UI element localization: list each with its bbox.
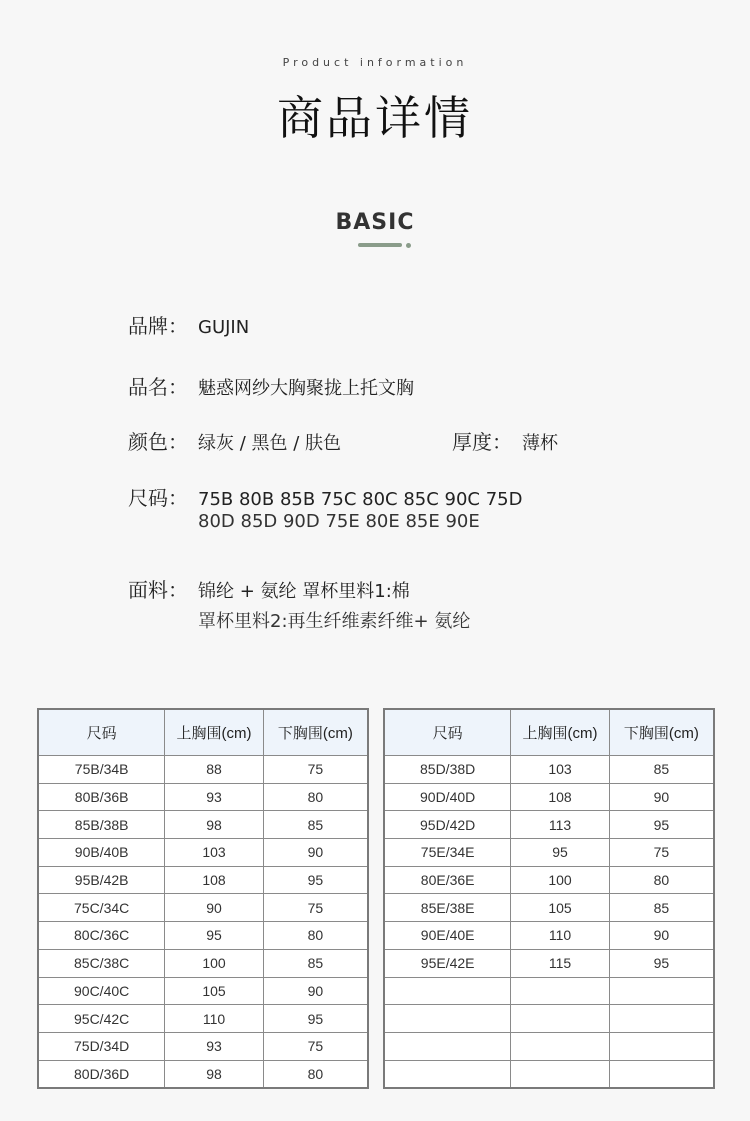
table-header-row: [38, 709, 368, 756]
under-bust-cell: 75: [263, 894, 368, 922]
under-bust-cell: 85: [609, 756, 714, 784]
under-bust-cell: 80: [263, 922, 368, 950]
size-row: [128, 486, 522, 512]
table-row: [384, 894, 714, 922]
upper-bust-cell: 113: [511, 811, 609, 839]
under-bust-cell: 85: [609, 894, 714, 922]
table-row: [38, 811, 368, 839]
table-row: [38, 1060, 368, 1088]
fabric-label: 面料：: [128, 578, 188, 602]
size-cell: 75C/34C: [38, 894, 165, 922]
upper-bust-cell: 93: [165, 783, 263, 811]
upper-bust-cell: 100: [511, 866, 609, 894]
size-line-2: 80D 85D 90D 75E 80E 85E 90E: [198, 511, 480, 532]
upper-bust-cell: 105: [511, 894, 609, 922]
thickness-value: 薄杯: [522, 433, 558, 454]
size-cell: [384, 1032, 511, 1060]
upper-bust-cell: [511, 977, 609, 1005]
upper-bust-cell: 90: [165, 894, 263, 922]
size-cell: 95C/42C: [38, 1005, 165, 1033]
upper-bust-cell: 115: [511, 949, 609, 977]
size-cell: 75E/34E: [384, 839, 511, 867]
fabric-line-1: 锦纶 + 氨纶 罩杯里料1:棉: [198, 581, 410, 602]
header-upper-bust: 上胸围(cm): [165, 709, 263, 756]
size-cell: 80E/36E: [384, 866, 511, 894]
under-bust-cell: 90: [609, 783, 714, 811]
under-bust-cell: 85: [263, 811, 368, 839]
size-cell: 80C/36C: [38, 922, 165, 950]
size-cell: 95B/42B: [38, 866, 165, 894]
table-row: [38, 1032, 368, 1060]
table-row: [384, 1060, 714, 1088]
section-underline: [358, 243, 402, 247]
table-row: [384, 756, 714, 784]
fabric-row: [128, 578, 410, 604]
upper-bust-cell: [511, 1032, 609, 1060]
header-under-bust: 下胸围(cm): [263, 709, 368, 756]
size-cell: 75B/34B: [38, 756, 165, 784]
upper-bust-cell: 110: [165, 1005, 263, 1033]
under-bust-cell: [609, 1032, 714, 1060]
table-row: [38, 949, 368, 977]
fabric-line-2: 罩杯里料2:再生纤维素纤维+ 氨纶: [198, 611, 471, 632]
under-bust-cell: 90: [609, 922, 714, 950]
size-cell: 90D/40D: [384, 783, 511, 811]
header-size: 尺码: [38, 709, 165, 756]
under-bust-cell: 75: [263, 1032, 368, 1060]
size-cell: 85C/38C: [38, 949, 165, 977]
under-bust-cell: 95: [609, 811, 714, 839]
under-bust-cell: 90: [263, 977, 368, 1005]
upper-bust-cell: 98: [165, 1060, 263, 1088]
table-row: [38, 839, 368, 867]
table-row: [38, 1005, 368, 1033]
size-cell: 85D/38D: [384, 756, 511, 784]
upper-bust-cell: 110: [511, 922, 609, 950]
table-header-row: [384, 709, 714, 756]
size-cell: 95D/42D: [384, 811, 511, 839]
upper-bust-cell: 103: [165, 839, 263, 867]
table-row: [38, 977, 368, 1005]
page-subtitle: Product information: [282, 56, 468, 69]
name-row: [128, 375, 414, 401]
table-row: [384, 1005, 714, 1033]
table-row: [38, 866, 368, 894]
header-upper-bust: 上胸围(cm): [511, 709, 609, 756]
header-under-bust: 下胸围(cm): [609, 709, 714, 756]
thickness-row: [452, 430, 558, 456]
under-bust-cell: 80: [609, 866, 714, 894]
name-label: 品名：: [128, 375, 188, 399]
size-cell: 85E/38E: [384, 894, 511, 922]
under-bust-cell: 75: [609, 839, 714, 867]
table-row: [384, 977, 714, 1005]
under-bust-cell: [609, 977, 714, 1005]
size-table-right: [383, 708, 715, 1089]
size-table-left: [37, 708, 369, 1089]
under-bust-cell: 75: [263, 756, 368, 784]
upper-bust-cell: 93: [165, 1032, 263, 1060]
table-row: [384, 839, 714, 867]
upper-bust-cell: 88: [165, 756, 263, 784]
upper-bust-cell: [511, 1005, 609, 1033]
upper-bust-cell: 95: [511, 839, 609, 867]
under-bust-cell: [609, 1060, 714, 1088]
upper-bust-cell: 95: [165, 922, 263, 950]
under-bust-cell: 95: [263, 866, 368, 894]
size-cell: 90E/40E: [384, 922, 511, 950]
size-cell: 90B/40B: [38, 839, 165, 867]
under-bust-cell: [609, 1005, 714, 1033]
table-row: [38, 756, 368, 784]
size-cell: 95E/42E: [384, 949, 511, 977]
table-row: [384, 949, 714, 977]
section-dot: [406, 243, 411, 248]
page-title: 商品详情: [277, 91, 473, 145]
brand-value: GUJIN: [198, 317, 250, 338]
under-bust-cell: 80: [263, 1060, 368, 1088]
size-cell: 80B/36B: [38, 783, 165, 811]
size-label: 尺码：: [128, 486, 188, 510]
size-cell: 90C/40C: [38, 977, 165, 1005]
color-label: 颜色：: [128, 430, 188, 454]
under-bust-cell: 95: [609, 949, 714, 977]
under-bust-cell: 85: [263, 949, 368, 977]
table-row: [384, 922, 714, 950]
table-row: [384, 783, 714, 811]
name-value: 魅惑网纱大胸聚拢上托文胸: [198, 378, 414, 399]
table-row: [38, 922, 368, 950]
size-line-1: 75B 80B 85B 75C 80C 85C 90C 75D: [198, 489, 523, 510]
under-bust-cell: 95: [263, 1005, 368, 1033]
section-heading: BASIC: [335, 210, 415, 235]
brand-row: [128, 314, 249, 340]
size-cell: [384, 1060, 511, 1088]
under-bust-cell: 90: [263, 839, 368, 867]
brand-label: 品牌：: [128, 314, 188, 338]
thickness-label: 厚度：: [452, 430, 512, 454]
upper-bust-cell: 108: [165, 866, 263, 894]
upper-bust-cell: 100: [165, 949, 263, 977]
table-row: [384, 866, 714, 894]
upper-bust-cell: 98: [165, 811, 263, 839]
header-size: 尺码: [384, 709, 511, 756]
table-row: [38, 894, 368, 922]
size-cell: [384, 1005, 511, 1033]
table-row: [38, 783, 368, 811]
size-cell: 75D/34D: [38, 1032, 165, 1060]
color-row: [128, 430, 341, 456]
upper-bust-cell: 103: [511, 756, 609, 784]
upper-bust-cell: 108: [511, 783, 609, 811]
color-value: 绿灰 / 黑色 / 肤色: [198, 433, 342, 454]
size-cell: [384, 977, 511, 1005]
size-cell: 80D/36D: [38, 1060, 165, 1088]
table-row: [384, 811, 714, 839]
upper-bust-cell: 105: [165, 977, 263, 1005]
table-row: [384, 1032, 714, 1060]
size-cell: 85B/38B: [38, 811, 165, 839]
under-bust-cell: 80: [263, 783, 368, 811]
upper-bust-cell: [511, 1060, 609, 1088]
